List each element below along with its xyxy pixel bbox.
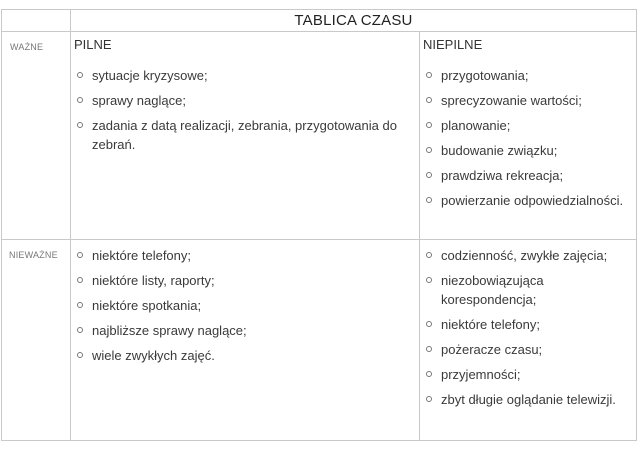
row-label-wazne: WAŻNE [10, 42, 44, 52]
list-item: przyjemności; [423, 365, 633, 384]
row-divider-header [2, 31, 636, 32]
list-item: najbliższe sprawy naglące; [74, 321, 414, 340]
cell-niewazne-niepilne [423, 246, 633, 415]
time-management-table [1, 9, 637, 441]
column-header-pilne: PILNE [74, 37, 112, 52]
list-item: powierzanie odpowiedzialności. [423, 191, 633, 210]
list-item: niektóre telefony; [423, 315, 633, 334]
list-item: sytuacje kryzysowe; [74, 66, 414, 85]
list-item: zadania z datą realizacji, zebrania, przygotowania do zebrań. [74, 116, 414, 154]
list-item: sprawy naglące; [74, 91, 414, 110]
table-title: TABLICA CZASU [294, 12, 413, 29]
cell-niewazne-pilne [74, 246, 414, 371]
list-item: niektóre listy, raporty; [74, 271, 414, 290]
list-item: przygotowania; [423, 66, 633, 85]
cell-wazne-niepilne [423, 66, 633, 216]
cell-wazne-pilne [74, 66, 414, 160]
row-label-niewazne: NIEWAŻNE [9, 250, 58, 260]
list-item: wiele zwykłych zajęć. [74, 346, 414, 365]
list-item: niektóre spotkania; [74, 296, 414, 315]
list-item: prawdziwa rekreacja; [423, 166, 633, 185]
list-item: zbyt długie oglądanie telewizji. [423, 390, 633, 409]
column-divider-middle [419, 31, 420, 440]
list-item: codzienność, zwykłe zajęcia; [423, 246, 633, 265]
list-item: pożeracze czasu; [423, 340, 633, 359]
list-item: niezobowiązująca korespondencja; [423, 271, 633, 309]
column-divider-label [70, 10, 71, 440]
list-item: sprecyzowanie wartości; [423, 91, 633, 110]
list-item: planowanie; [423, 116, 633, 135]
column-header-niepilne: NIEPILNE [423, 37, 483, 52]
row-divider-middle [2, 239, 636, 240]
list-item: niektóre telefony; [74, 246, 414, 265]
list-item: budowanie związku; [423, 141, 633, 160]
